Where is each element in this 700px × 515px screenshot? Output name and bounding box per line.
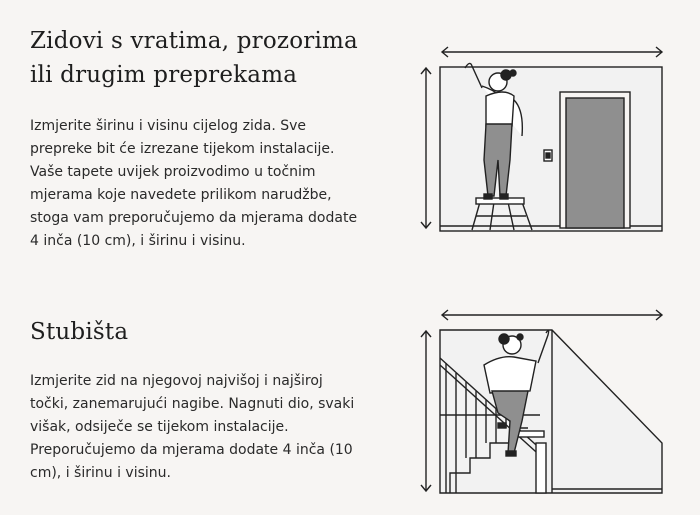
- height-arrow-icon: [421, 68, 431, 228]
- section-description: Izmjerite zid na njegovoj najvišoj i najširoj točki, zanemarujući nagibe. Nagnuti dio, svaki višak, odsiječe se tijekom instalacije. Preporučujemo da mjerama dodate 4 inča (10 cm), i širinu i visinu.: [30, 373, 355, 481]
- staircase-illustration: [410, 303, 680, 503]
- width-arrow-icon: [442, 47, 662, 57]
- section-title: Stubišta: [30, 319, 129, 345]
- door-icon: [560, 92, 630, 228]
- light-switch-icon: [544, 150, 552, 161]
- height-arrow-icon: [421, 331, 431, 491]
- section-staircases: [0, 270, 700, 515]
- section-title: Zidovi s vratima, prozorima ili drugim preprekama: [30, 28, 358, 88]
- section-description: Izmjerite širinu i visinu cijelog zida. Sve prepreke bit će izrezane tijekom instalacije. Vaše tapete uvijek proizvodimo u točnim mjerama koje navedete prilikom narudžbe, stoga vam preporučujemo da mjerama dodate 4 inča (10 cm), i širinu i visinu.: [30, 118, 358, 249]
- wall-with-door-illustration: [410, 40, 680, 240]
- width-arrow-icon: [442, 310, 662, 320]
